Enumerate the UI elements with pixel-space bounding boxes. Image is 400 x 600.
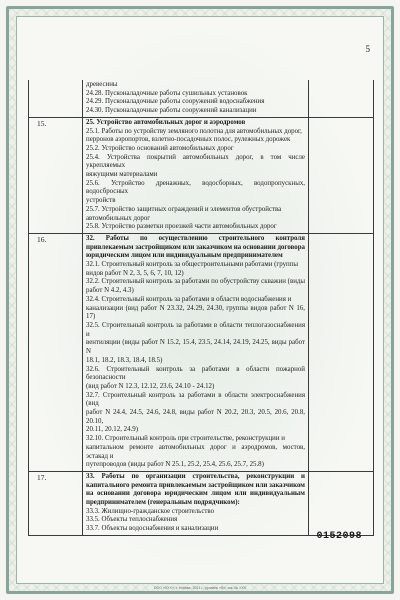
work-item: 24.30. Пусконаладочные работы сооружений канализации	[86, 107, 257, 115]
work-item: автомобильных дорог	[86, 214, 151, 222]
empty-cell	[309, 117, 374, 233]
work-item: работ N 4.2, 4.3)	[86, 287, 134, 295]
work-item: 25.2. Устройство оснований автомобильных дорог	[86, 144, 234, 152]
work-item: 32.7. Строительный контроль за работами в области электроснабжения (вид	[86, 391, 305, 408]
work-item: путепроводов (виды работ N 25.1, 25.2, 25.4, 25.6, 25.7, 25.8)	[86, 461, 264, 469]
work-item: 25.4. Устройства покрытий автомобильных дорог, в том числе укрепляемых	[86, 153, 305, 170]
page-number: 5	[365, 44, 370, 54]
work-item: древесины	[86, 81, 118, 88]
empty-cell	[309, 233, 374, 471]
work-item: 25.1. Работы по устройству земляного полотна для автомобильных дорог,	[86, 127, 302, 135]
work-item: капитальном ремонте автомобильных дорог и аэродромов, мостов, эстакад и	[86, 443, 305, 460]
work-item: канализации (вид работ N 23.32, 24.29, 24.30, группы видов работ N 16, 17)	[86, 304, 305, 321]
work-item: 33.7. Объекты водоснабжения и канализации	[86, 525, 219, 533]
work-item: устройств	[86, 197, 116, 205]
empty-cell	[309, 471, 374, 535]
work-item: (вид работ N 12.3, 12.12, 23.6, 24.10 - 24.12)	[86, 382, 215, 390]
work-item: 32.5. Строительный контроль за работами в области теплогазоснабжения и	[86, 321, 305, 338]
work-item: 32.2. Строительный контроль за работами по обустройству скважин (виды	[86, 278, 306, 286]
row-number: 16.	[29, 233, 83, 471]
work-item: видов работ N 2, 3, 5, 6, 7, 10, 12)	[86, 269, 184, 277]
work-item: перронов аэропортов, взлетно-посадочных полос, рулежных дорожек	[86, 136, 291, 144]
work-item: 32.10. Строительный контроль при строительстве, реконструкции и	[86, 435, 285, 443]
section-title: 33. Работы по организации строительства, реконструкции и капитального ремонта привлекаемым застройщиком или заказчиком на основании договора юридическим лицом или индивидуальным предпринимателем (генеральным подрядчиком):	[86, 472, 305, 507]
work-item: 24.29. Пусконаладочные работы сооружений водоснабжения	[86, 98, 265, 106]
table-row	[29, 233, 374, 471]
section-title: 25. Устройство автомобильных дорог и аэродромов	[86, 118, 246, 126]
work-item: 24.28. Пусконаладочные работы сушильных установок	[86, 89, 248, 97]
section-title: 32. Работы по осуществлению строительного контроля привлекаемым застройщиком или заказчиком на основании договора юридическим лицом или индивидуальным предпринимателем	[86, 234, 305, 260]
work-item: 20.11, 20.12, 24.9)	[86, 426, 138, 434]
work-item: 33.3. Жилищно-гражданское строительство	[86, 507, 215, 515]
row-number: 15.	[29, 117, 83, 233]
work-item: 25.8. Устройство разметки проезжей части автомобильных дорог	[86, 223, 277, 231]
row-number	[29, 80, 83, 117]
work-item: 25.6. Устройство дренажных, водосборных, водопропускных, водосбросных	[86, 179, 305, 196]
work-type-cell	[83, 233, 309, 471]
work-type-cell	[83, 80, 309, 117]
row-number: 17.	[29, 471, 83, 535]
work-type-cell	[83, 471, 309, 535]
work-item: 32.6. Строительный контроль за работами в области пожарной безопасности	[86, 365, 305, 382]
work-item: 33.5. Объекты теплоснабжения	[86, 516, 178, 524]
table-row	[29, 80, 374, 117]
work-item: 32.4. Строительный контроль за работами в области водоснабжения и	[86, 295, 292, 303]
work-item: вяжущими материалами	[86, 171, 158, 179]
empty-cell	[309, 80, 374, 117]
work-item: вентиляции (виды работ N 15.2, 15.4, 23.5, 24.14, 24.19, 24.25, виды работ N	[86, 339, 305, 356]
serial-number: 0152098	[316, 531, 362, 542]
table-row	[29, 117, 374, 233]
work-item: 25.7. Устройство защитных ограждений и элементов обустройства	[86, 205, 282, 213]
work-item: 32.1. Строительный контроль за общестроительными работами (группы	[86, 261, 299, 269]
work-item: работ N 24.4, 24.5, 24.6, 24.8, виды работ N 20.2, 20.3, 20.5, 20.6, 20.8, 20.10,	[86, 409, 305, 425]
printer-imprint: ООО «ХХХ», г. Москва, 2013 г., уровень «В», зак. № ХХХ	[153, 586, 247, 590]
work-types-table	[28, 80, 374, 536]
work-type-cell	[83, 117, 309, 233]
work-item: 18.1, 18.2, 18.3, 18.4, 18.5)	[86, 356, 163, 364]
table-row	[29, 471, 374, 535]
